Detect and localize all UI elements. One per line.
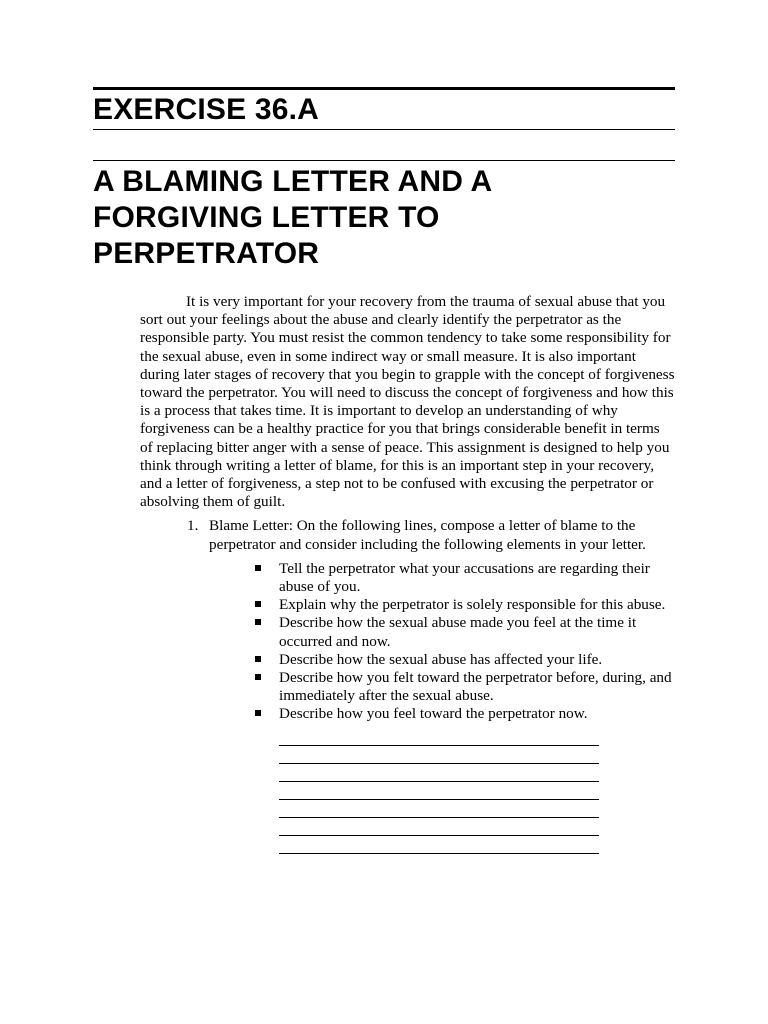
item-number: 1.	[187, 517, 199, 535]
square-bullet-icon	[255, 619, 261, 625]
answer-line[interactable]	[279, 764, 599, 782]
bullet-item	[209, 614, 677, 650]
bullet-item	[209, 596, 677, 614]
bullet-item	[209, 669, 677, 705]
square-bullet-icon	[255, 710, 261, 716]
top-rule	[93, 87, 675, 90]
bullet-item	[209, 705, 677, 723]
answer-line[interactable]	[279, 782, 599, 800]
bullet-item	[209, 560, 677, 596]
bullet-text: Describe how the sexual abuse has affected your life.	[279, 650, 603, 668]
answer-line[interactable]	[279, 746, 599, 764]
instruction-list	[140, 517, 676, 854]
bullet-text: Describe how you feel toward the perpetrator now.	[279, 705, 588, 723]
exercise-title	[93, 164, 683, 272]
instruction-item	[140, 517, 676, 854]
answer-line[interactable]	[279, 800, 599, 818]
intro-paragraph: It is very important for your recovery from the trauma of sexual abuse that you sort out your feelings about the abuse and clearly identify the perpetrator as the responsible party. You must resist the common tendency to take some responsibility for the sexual abuse, even in some indirect way or small measure. It is also important during later stages of recovery that you begin to grapple with the concept of forgiveness toward the perpetrator. You will need to discuss the concept of forgiveness and how this is a process that takes time. It is important to develop an understanding of why forgiveness can be a healthy practice for you that brings considerable benefit in terms of replacing bitter anger with a sense of peace. This assignment is designed to help you think through writing a letter of blame, for this is an important step in your recovery, and a letter of forgiveness, a step not to be confused with excusing the perpetrator or absolving them of guilt.	[140, 293, 675, 511]
answer-line[interactable]	[279, 836, 599, 854]
answer-line[interactable]	[279, 728, 599, 746]
square-bullet-icon	[255, 565, 261, 571]
item-text: Blame Letter: On the following lines, compose a letter of blame to the perpetrator and consider including the following elements in your letter.	[209, 517, 646, 553]
title-line-2: FORGIVING LETTER TO	[93, 201, 440, 234]
answer-lines	[279, 728, 676, 855]
title-line-3: PERPETRATOR	[93, 237, 320, 270]
title-rule	[93, 160, 675, 161]
exercise-label: EXERCISE 36.A	[93, 93, 320, 126]
square-bullet-icon	[255, 601, 261, 607]
title-line-1: A BLAMING LETTER AND A	[93, 165, 493, 198]
answer-line[interactable]	[279, 818, 599, 836]
bullet-list	[209, 560, 676, 724]
square-bullet-icon	[255, 656, 261, 662]
square-bullet-icon	[255, 674, 261, 680]
bullet-text: Explain why the perpetrator is solely responsible for this abuse.	[279, 596, 666, 614]
bullet-text: Describe how the sexual abuse made you feel at the time it occurred and now.	[279, 614, 637, 650]
exercise-body	[140, 293, 676, 854]
bullet-text: Describe how you felt toward the perpetrator before, during, and immediately after the sexual abuse.	[279, 669, 672, 705]
exercise-underline	[93, 129, 675, 130]
bullet-text: Tell the perpetrator what your accusations are regarding their abuse of you.	[279, 559, 650, 596]
bullet-item	[209, 651, 677, 669]
